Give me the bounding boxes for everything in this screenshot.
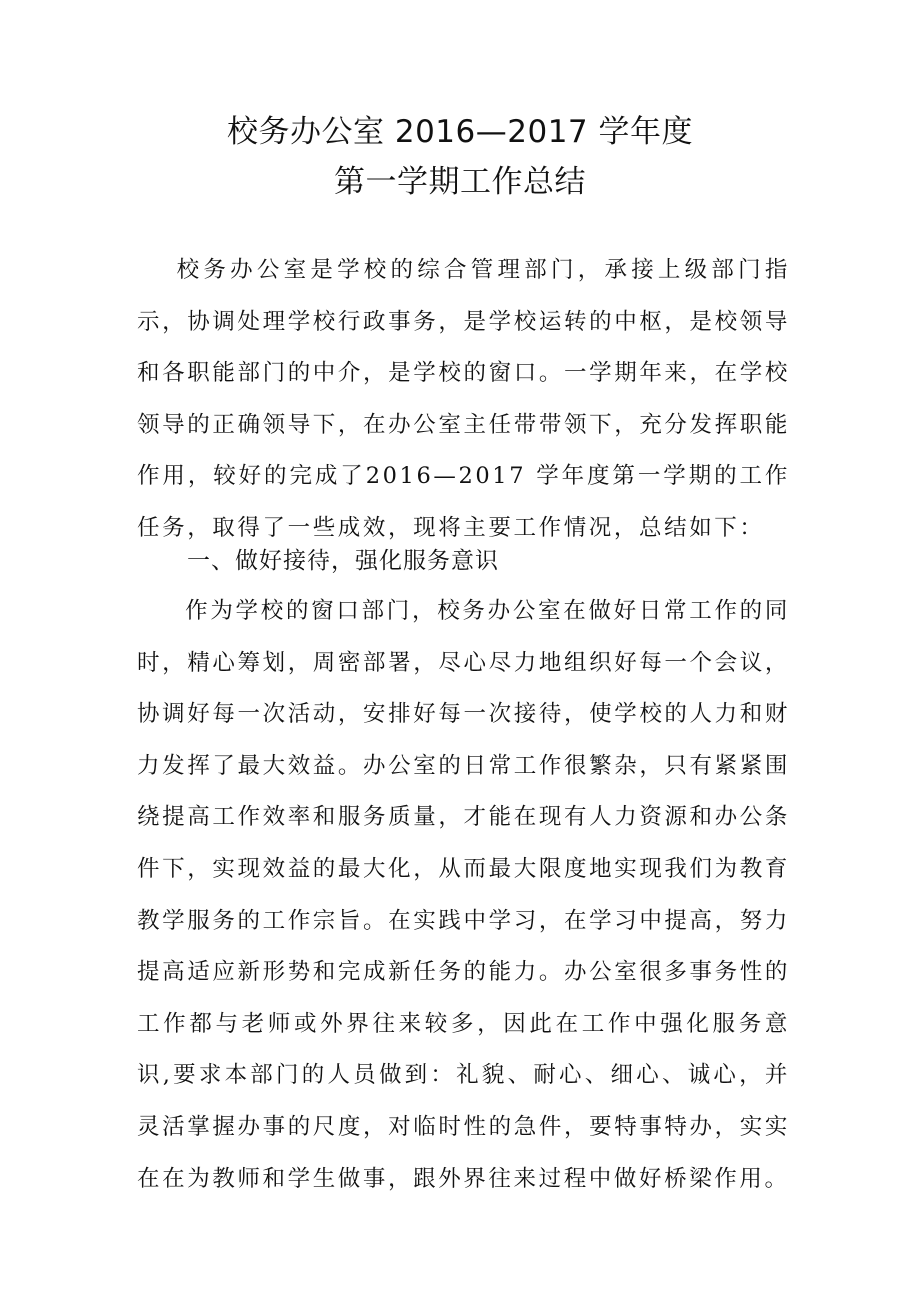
document-title-line2: 第一学期工作总结	[334, 164, 586, 200]
section1-heading: 一、做好接待，强化服务意识	[187, 548, 499, 574]
section1-paragraph	[137, 586, 790, 1205]
intro-paragraph-text: 校务办公室是学校的综合管理部门，承接上级部门指示，协调处理学校行政事务，是学校运转的中枢，是校领导和各职能部门的中介，是学校的窗口。一学期年来，在学校领导的正确领导下，在办公室主任带带领下，充分发挥职能作用，较好的完成了2016—2017 学年度第一学期的工作任务，取得了一些成效，现将主要工作情况，总结如下：	[137, 257, 790, 541]
section1-paragraph-text: 作为学校的窗口部门，校务办公室在做好日常工作的同时，精心筹划，周密部署，尽心尽力地组织好每一个会议，协调好每一次活动，安排好每一次接待，使学校的人力和财力发挥了最大效益。办公室的日常工作很繁杂，只有紧紧围绕提高工作效率和服务质量，才能在现有人力资源和办公条件下，实现效益的最大化，从而最大限度地实现我们为教育教学服务的工作宗旨。在实践中学习，在学习中提高，努力提高适应新形势和完成新任务的能力。办公室很多事务性的工作都与老师或外界往来较多，因此在工作中强化服务意识,要求本部门的人员做到：礼貌、耐心、细心、诚心，并灵活掌握办事的尺度，对临时性的急件，要特事特办，实实在在为教师和学生做事，跟外界往来过程中做好桥梁作用。	[137, 598, 790, 1192]
document-title-line1: 校务办公室 2016—2017 学年度	[227, 114, 693, 150]
intro-paragraph	[137, 245, 790, 555]
